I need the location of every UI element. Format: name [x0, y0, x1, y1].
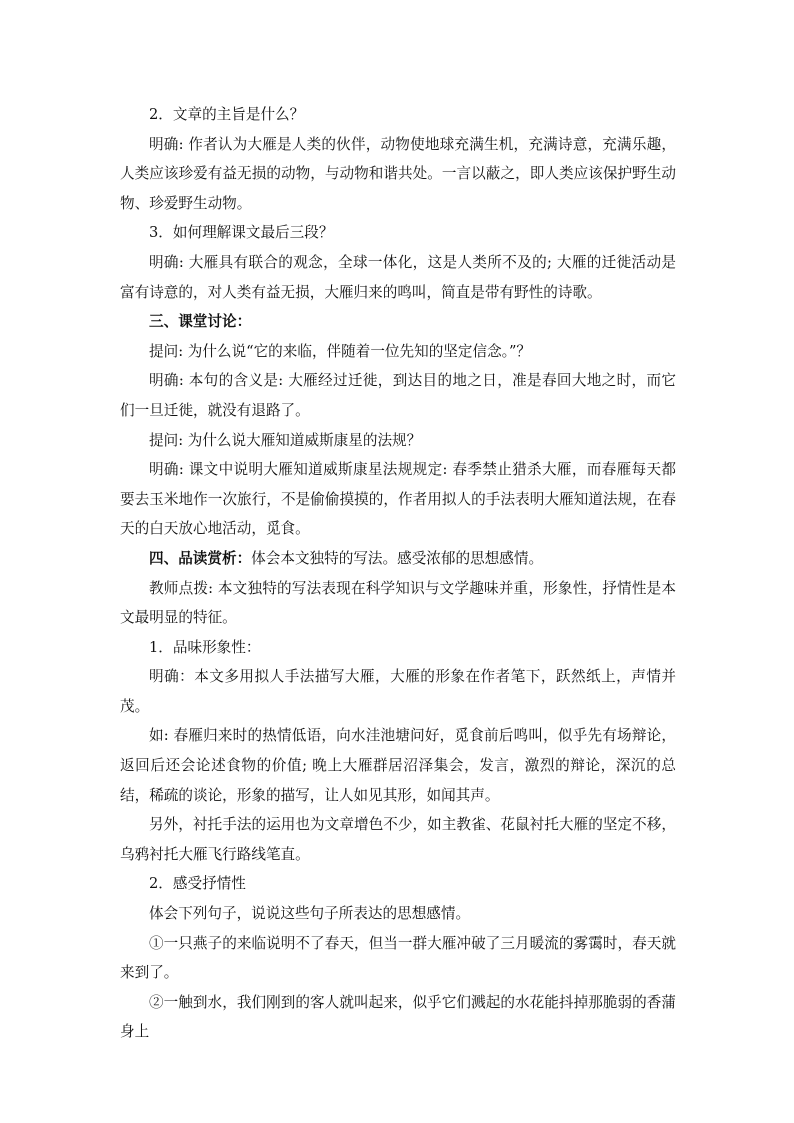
- section-heading-discussion: 三、课堂讨论：: [149, 313, 252, 331]
- discussion-answer-2: 明确: 课文中说明大雁知道威斯康星法规规定: 春季禁止猎杀大雁，而春雁每天都要去玉米地作一次旅行，不是偷偷摸摸的，作者用拟人的手法表明大雁知道法规，在春天的白天放心地活动，觅食。: [120, 461, 676, 538]
- subheading-lyricism: 2．感受抒情性: [149, 875, 246, 893]
- document-page: [120, 100, 676, 1047]
- sentence-1: ①一只燕子的来临说明不了春天，但当一群大雁冲破了三月暖流的雾霭时，春天就来到了。: [120, 934, 676, 982]
- question-3: 3．如何理解课文最后三段？: [149, 224, 334, 242]
- lyricism-instruction: 体会下列句子，说说这些句子所表达的思想感情。: [149, 905, 471, 923]
- contrast-technique: 另外，衬托手法的运用也为文章增色不少，如主教雀、花鼠衬托大雁的坚定不移，乌鸦衬托大雁飞行路线笔直。: [120, 816, 676, 863]
- section-heading-appreciation-title: 四、品读赏析：: [149, 549, 252, 567]
- question-2: 2．文章的主旨是什么？: [149, 106, 305, 123]
- discussion-answer-1: 明确: 本句的含义是: 大雁经过迁徙，到达目的地之日，准是春回大地之时，而它们一旦迁徙，就没有退路了。: [120, 372, 676, 419]
- teacher-note: 教师点拨: 本文独特的写法表现在科学知识与文学趣味并重，形象性，抒情性是本文最明显的特征。: [120, 579, 676, 627]
- discussion-question-2: 提问: 为什么说大雁知道威斯康星的法规？: [149, 431, 422, 449]
- imagery-example: 如: 春雁归来时的热情低语，向水洼池塘问好，觅食前后鸣叫，似乎先有场辩论，返回后还会论述食物的价值; 晚上大雁群居沼泽集会，发言，激烈的辩论，深沉的总结，稀疏的谈论，形象的描写，让人如见其形，如闻其声。: [120, 727, 676, 804]
- subheading-imagery: 1．品味形象性：: [149, 638, 261, 656]
- section-heading-appreciation-desc: 体会本文独特的写法。感受浓郁的思想感情。: [251, 549, 544, 567]
- discussion-question-1: 提问: 为什么说“它的来临，伴随着一位先知的坚定信念。”？: [149, 342, 532, 360]
- section-heading-appreciation: [120, 544, 676, 574]
- answer-2: 明确: 作者认为大雁是人类的伙伴，动物使地球充满生机，充满诗意，充满乐趣，人类应该珍爱有益无损的动物，与动物和谐共处。一言以蔽之，即人类应该保护野生动物、珍爱野生动物。: [120, 135, 676, 212]
- answer-3: 明确: 大雁具有联合的观念，全球一体化，这是人类所不及的; 大雁的迁徙活动是富有诗意的，对人类有益无损，大雁归来的鸣叫，简直是带有野性的诗歌。: [120, 253, 676, 301]
- sentence-2: ②一触到水，我们刚到的客人就叫起来，似乎它们溅起的水花能抖掉那脆弱的香蒲身上: [120, 993, 676, 1041]
- imagery-answer: 明确：本文多用拟人手法描写大雁，大雁的形象在作者笔下，跃然纸上，声情并茂。: [120, 668, 676, 715]
